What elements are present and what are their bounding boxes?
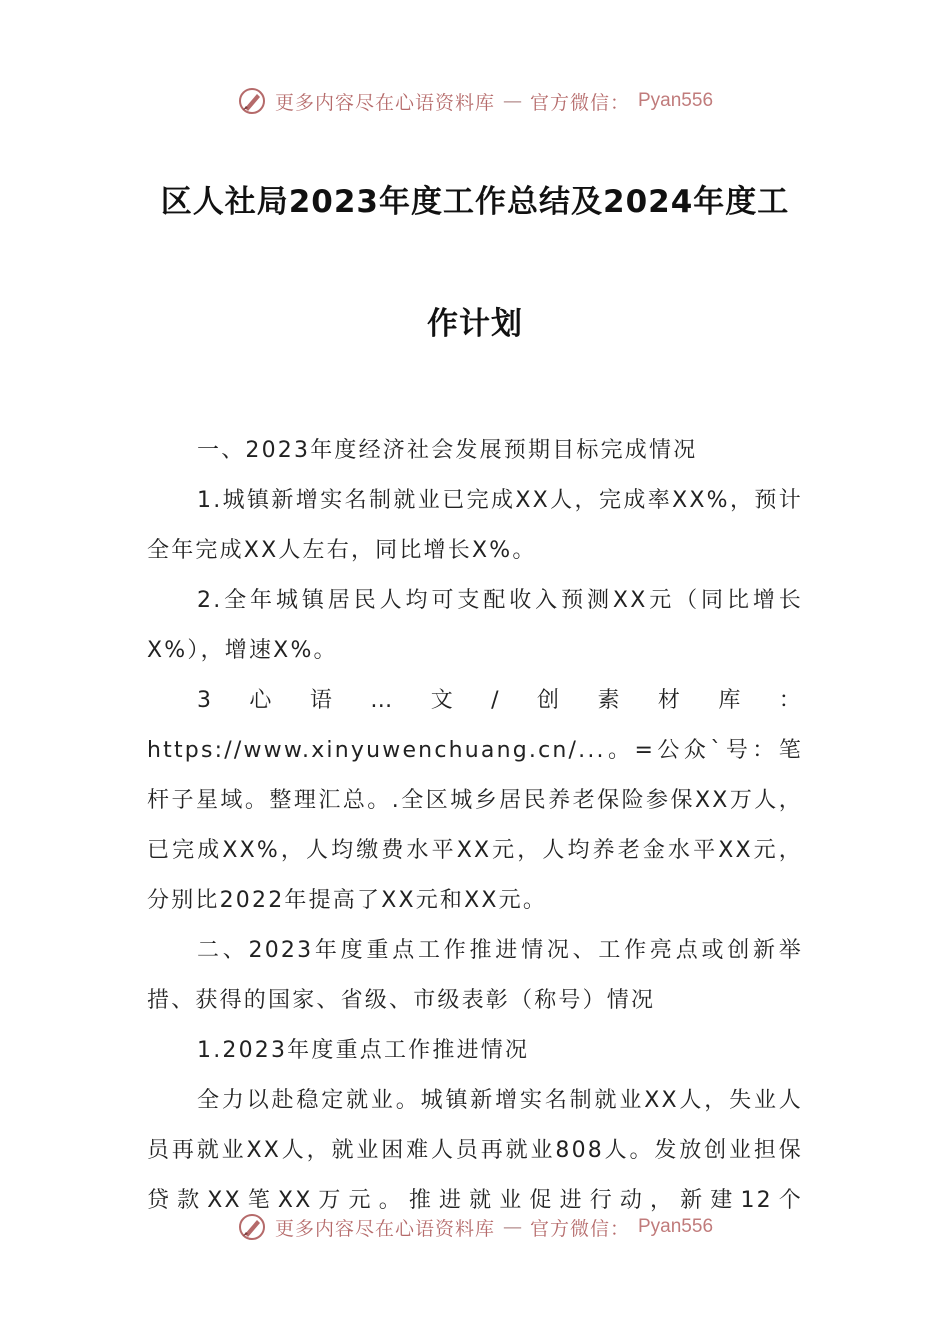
watermark-separator: — [502, 1216, 522, 1238]
paragraph-section-two-heading: 二、2023年度重点工作推进情况、工作亮点或创新举措、获得的国家、省级、市级表彰（称号）情况 [147, 938, 803, 1013]
paragraph-item-1: 1.城镇新增实名制就业已完成XX人，完成率XX%，预计全年完成XX人左右，同比增长X%。 [147, 488, 803, 563]
watermark-wechat-label: 官方微信： [529, 91, 630, 114]
paragraph-item-2: 2.全年城镇居民人均可支配收入预测XX元（同比增长X%），增速X%。 [147, 588, 803, 663]
footer-watermark [0, 1212, 950, 1242]
document-title-line1: 区人社局2023年度工作总结及2024年度工 [160, 184, 790, 220]
pen-logo-icon [237, 86, 267, 116]
paragraph-subheading-1: 1.2023年度重点工作推进情况 [197, 1038, 530, 1063]
pen-logo-icon [237, 1212, 267, 1242]
watermark-text: 更多内容尽在心语资料库 [274, 91, 495, 114]
watermark-wechat-id: Pyan556 [638, 1216, 714, 1237]
document-title-line2: 作计划 [427, 306, 523, 342]
paragraph-item-3: 3心语…文/创素材库：https://www.xinyuwenchuang.cn/...。=公众`号：笔杆子星域。整理汇总。.全区城乡居民养老保险参保XX万人，已完成XX%，人均缴费水平XX元，人均养老金水平XX元，分别比2022年提高了XX元和XX元。 [147, 688, 803, 913]
document-body [147, 426, 803, 1226]
watermark-wechat-label: 官方微信： [529, 1217, 630, 1240]
watermark-wechat-id: Pyan556 [638, 90, 714, 111]
header-watermark [0, 86, 950, 116]
paragraph-section-one-heading: 一、2023年度经济社会发展预期目标完成情况 [197, 438, 698, 463]
watermark-text: 更多内容尽在心语资料库 [274, 1217, 495, 1240]
watermark-separator: — [502, 90, 522, 112]
paragraph-employment: 全力以赴稳定就业。城镇新增实名制就业XX人，失业人员再就业XX人，就业困难人员再就业808人。发放创业担保贷款XX笔XX万元。推进就业促进行动，新建12个 [147, 1088, 803, 1213]
